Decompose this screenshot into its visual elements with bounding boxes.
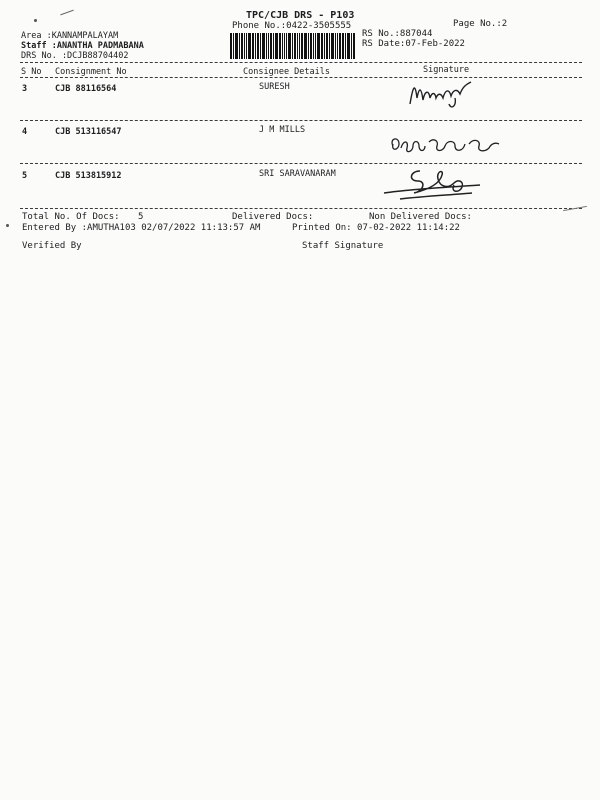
staff-signature-label: Staff Signature [302,241,384,251]
rs-number: RS No.:887044 [362,29,433,39]
staff-field: Staff :ANANTHA PADMABANA [21,41,144,51]
row-sno: 5 [22,171,28,181]
divider [20,208,582,209]
divider [20,120,582,121]
verified-by-label: Verified By [22,241,82,251]
row-sno: 4 [22,127,28,137]
column-consignee: Consignee Details [243,67,330,77]
scan-dot [6,224,9,227]
printed-on: Printed On: 07-02-2022 11:14:22 [292,223,460,233]
entered-by: Entered By :AMUTHA103 02/07/2022 11:13:57 AM [22,223,261,233]
delivered-docs-label: Delivered Docs: [232,212,314,222]
total-docs-label: Total No. Of Docs: [22,212,120,222]
handwritten-signature [405,76,485,112]
column-sno: S No [21,67,42,77]
total-docs-value: 5 [138,212,144,222]
column-consignment: Consignment No [55,67,127,77]
rs-date: RS Date:07-Feb-2022 [362,39,465,49]
row-consignment: CJB 513116547 [55,127,122,137]
row-consignment: CJB 88116564 [55,84,117,94]
barcode [230,33,356,59]
scan-mark [563,206,587,211]
drs-number: DRS No. :DCJB88704402 [21,51,129,61]
document-title: TPC/CJB DRS - P103 [246,10,355,21]
row-consignee: SRI SARAVANARAM [259,169,336,179]
row-consignee: J M MILLS [259,125,306,135]
column-signature: Signature [423,65,470,75]
scan-dot [34,19,37,22]
row-sno: 3 [22,84,28,94]
row-consignment: CJB 513815912 [55,171,122,181]
phone-number: Phone No.:0422-3505555 [232,21,352,31]
non-delivered-docs-label: Non Delivered Docs: [369,212,472,222]
scan-mark [60,10,73,16]
divider [20,163,582,164]
handwritten-signature [385,130,505,160]
area-field: Area :KANNAMPALAYAM [21,31,119,41]
page-number: Page No.:2 [453,19,508,29]
row-consignee: SURESH [259,82,290,92]
divider [20,62,582,63]
handwritten-signature [380,163,490,205]
divider [20,77,582,78]
